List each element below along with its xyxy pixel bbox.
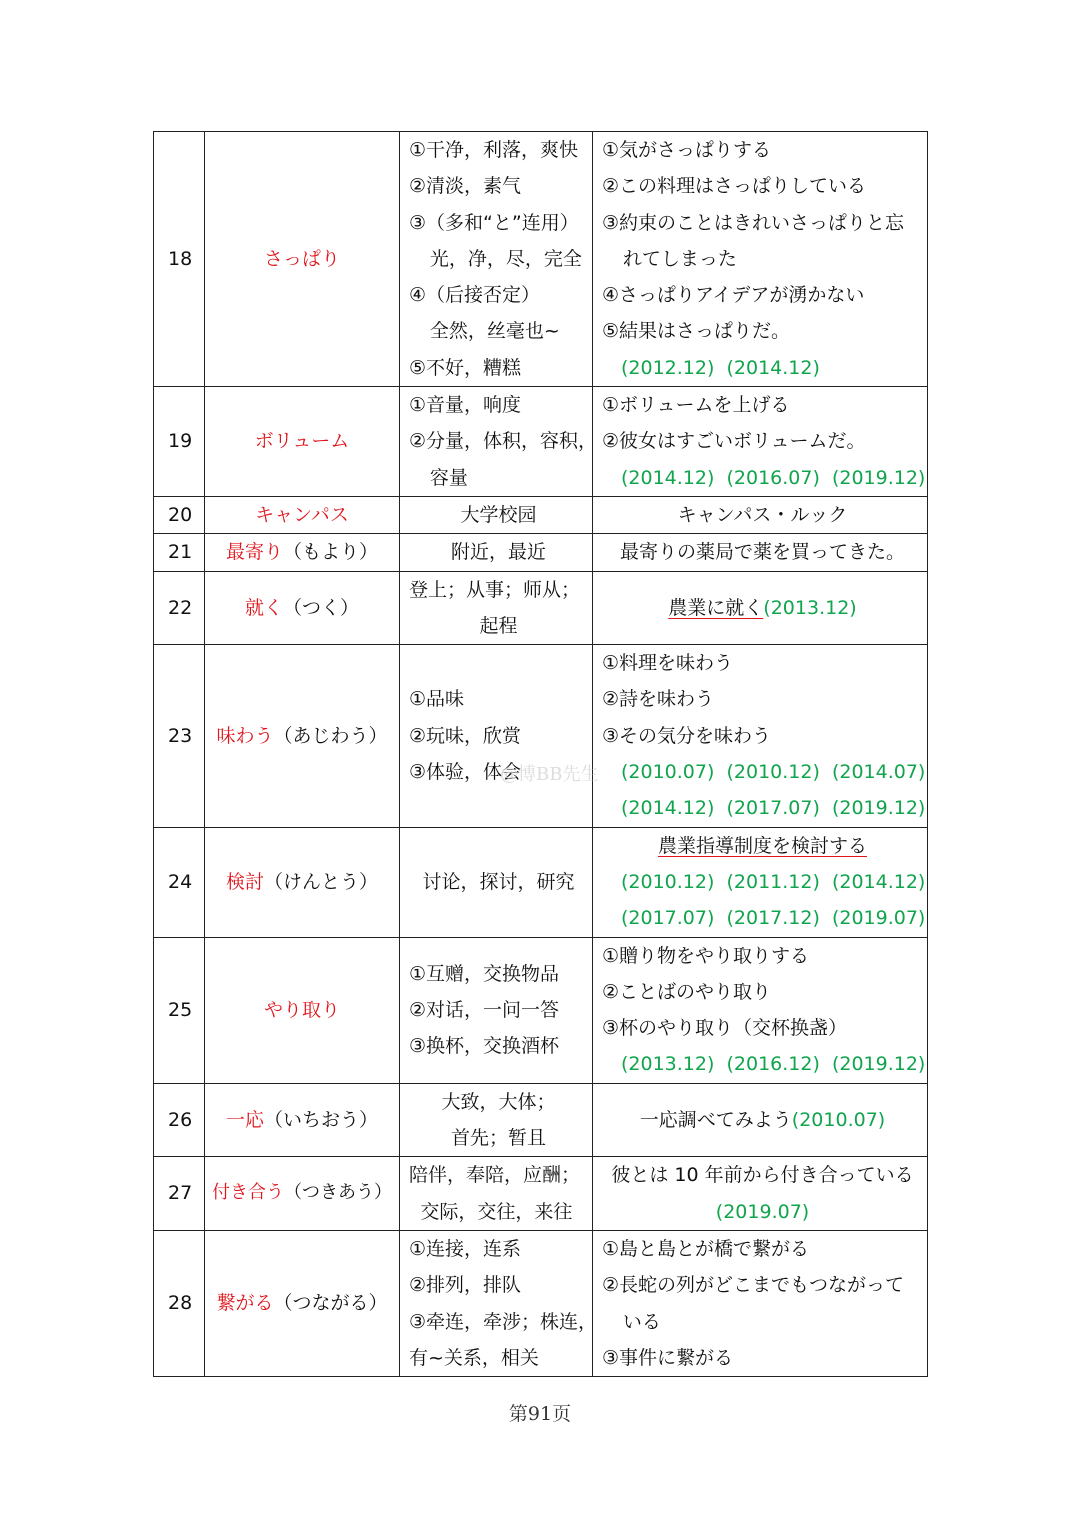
table-row bbox=[154, 571, 928, 645]
entry-number: 26 bbox=[154, 1083, 205, 1157]
entry-example: キャンパス・ルック bbox=[593, 496, 928, 533]
exam-years: (2010.07) bbox=[791, 1108, 886, 1131]
entry-reading: （つながる） bbox=[273, 1292, 388, 1315]
entry-number: 24 bbox=[154, 827, 205, 937]
watermark: @博BB先生 bbox=[500, 764, 599, 785]
entry-word: 味わう bbox=[216, 724, 274, 747]
entry-number: 19 bbox=[154, 387, 205, 497]
entry-word: やり取り bbox=[263, 998, 340, 1021]
entry-meaning: 大学校园 bbox=[400, 496, 593, 533]
vocab-table bbox=[153, 131, 928, 1377]
entry-number: 22 bbox=[154, 571, 205, 645]
exam-years: (2010.12) (2011.12) (2014.12) bbox=[621, 870, 926, 893]
entry-meaning: ①互赠，交换物品 ②对话，一问一答 ③换杯，交换酒杯 bbox=[400, 937, 593, 1083]
entry-word: 就く bbox=[244, 596, 283, 619]
entry-meaning: 登上；从事；师从； 起程 bbox=[400, 571, 593, 645]
entry-number: 18 bbox=[154, 132, 205, 387]
entry-reading: （つきあう） bbox=[284, 1182, 392, 1204]
entry-example: 最寄りの薬局で薬を買ってきた。 bbox=[593, 534, 928, 571]
table-row bbox=[154, 1157, 928, 1231]
entry-reading: （けんとう） bbox=[264, 870, 379, 893]
entry-example: ①贈り物をやり取りする ②ことばのやり取り ③杯のやり取り（交杯换盏） (2013.12) (2016.12) (2019.12) bbox=[593, 937, 928, 1083]
entry-number: 25 bbox=[154, 937, 205, 1083]
entry-reading: （いちおう） bbox=[264, 1108, 379, 1131]
entry-meaning: ①连接，连系 ②排列，排队 ③牵连，牵涉；株连， 有~关系，相关 bbox=[400, 1230, 593, 1376]
entry-example: 農業指導制度を検討する (2010.12) (2011.12) (2014.12) (2017.07) (2017.12) (2019.07) bbox=[593, 827, 928, 937]
entry-example: 彼とは 10 年前から付き合っている (2019.07) bbox=[593, 1157, 928, 1231]
entry-reading: （つく） bbox=[283, 596, 360, 619]
entry-meaning: 讨论，探讨，研究 bbox=[400, 827, 593, 937]
entry-reading: （もより） bbox=[283, 541, 379, 564]
table-row bbox=[154, 534, 928, 571]
entry-example: ①気がさっぱりする ②この料理はさっぱりしている ③約束のことはきれいさっぱりと忘 れてしまった ④さっぱりアイデアが湧かない ⑤結果はさっぱりだ。 (2012.12) (2014.12) bbox=[593, 132, 928, 387]
entry-word: ボリューム bbox=[254, 430, 350, 453]
entry-word: 一応 bbox=[225, 1108, 264, 1131]
entry-meaning: 大致，大体； 首先；暂且 bbox=[400, 1083, 593, 1157]
entry-number: 28 bbox=[154, 1230, 205, 1376]
table-row bbox=[154, 132, 928, 387]
table-row bbox=[154, 937, 928, 1083]
entry-meaning: ①品味 ②玩味，欣赏 ③体验，体会 bbox=[400, 645, 593, 827]
entry-number: 23 bbox=[154, 645, 205, 827]
entry-meaning: ①干净，利落，爽快 ②清淡，素气 ③（多和“と”连用） 光，净，尽，完全 ④（后接否定） 全然，丝毫也~ ⑤不好，糟糕 bbox=[400, 132, 593, 387]
table-row bbox=[154, 827, 928, 937]
page-number: 第91页 bbox=[508, 1403, 572, 1425]
entry-word: 付き合う bbox=[212, 1182, 284, 1204]
entry-number: 27 bbox=[154, 1157, 205, 1231]
entry-example: ①ボリュームを上げる ②彼女はすごいボリュームだ。 (2014.12) (2016.07) (2019.12) bbox=[593, 387, 928, 497]
entry-word: 検討 bbox=[225, 870, 264, 893]
entry-meaning: 附近，最近 bbox=[400, 534, 593, 571]
entry-example: ①島と島とが橋で繋がる ②長蛇の列がどこまでもつながって いる ③事件に繋がる bbox=[593, 1230, 928, 1376]
entry-reading: （あじわう） bbox=[273, 724, 388, 747]
entry-word: さっぱり bbox=[263, 247, 340, 270]
exam-years: (2014.12) (2016.07) (2019.12) bbox=[621, 466, 926, 489]
entry-number: 21 bbox=[154, 534, 205, 571]
exam-years: (2010.07) (2010.12) (2014.07) bbox=[621, 761, 926, 784]
entry-meaning: 陪伴，奉陪，应酬； 交际，交往，来往 bbox=[400, 1157, 593, 1231]
table-row bbox=[154, 645, 928, 827]
entry-number: 20 bbox=[154, 496, 205, 533]
table-row bbox=[154, 387, 928, 497]
entry-word: 繋がる bbox=[216, 1292, 274, 1315]
entry-meaning: ①音量，响度 ②分量，体积，容积， 容量 bbox=[400, 387, 593, 497]
entry-word: キャンパス bbox=[255, 503, 349, 526]
entry-word: 最寄り bbox=[225, 541, 283, 564]
entry-example: 一応調べてみよう(2010.07) bbox=[593, 1083, 928, 1157]
exam-years: (2012.12) (2014.12) bbox=[621, 356, 820, 379]
entry-example: 農業に就く(2013.12) bbox=[593, 571, 928, 645]
exam-years: (2017.07) (2017.12) (2019.07) bbox=[621, 907, 926, 930]
exam-years: (2013.12) (2016.12) (2019.12) bbox=[621, 1053, 926, 1076]
entry-example: ①料理を味わう ②詩を味わう ③その気分を味わう (2010.07) (2010.12) (2014.07) (2014.12) (2017.07) (2019.12) bbox=[593, 645, 928, 827]
table-row bbox=[154, 496, 928, 533]
table-row bbox=[154, 1230, 928, 1376]
exam-years: (2013.12) bbox=[763, 596, 857, 619]
exam-years: (2014.12) (2017.07) (2019.12) bbox=[621, 797, 926, 820]
table-row bbox=[154, 1083, 928, 1157]
exam-years: (2019.07) bbox=[715, 1200, 810, 1223]
